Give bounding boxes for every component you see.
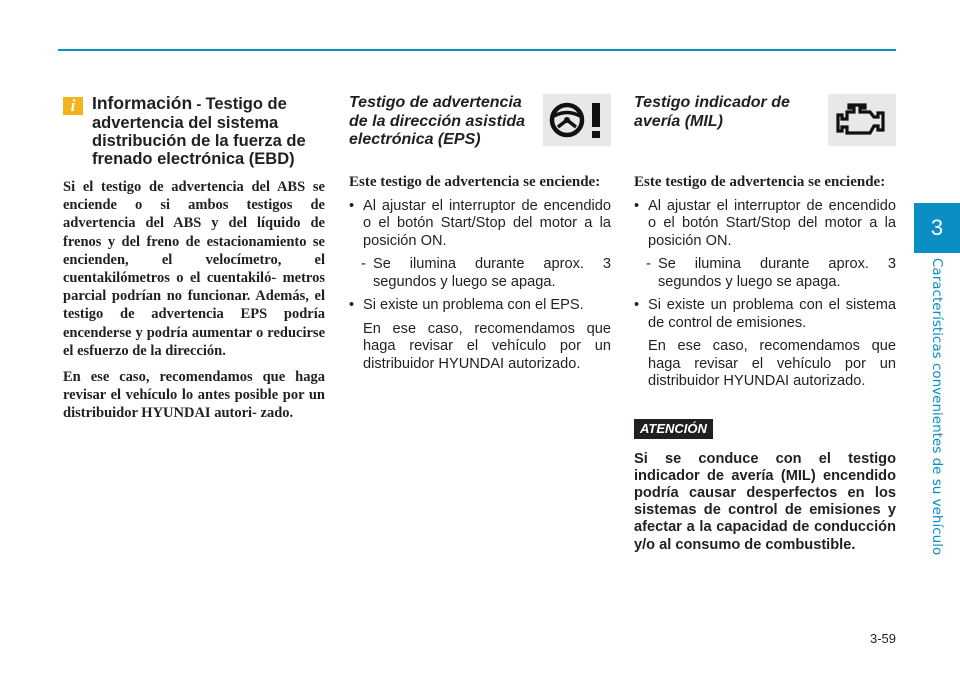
chapter-tab: 3 xyxy=(914,203,960,253)
steering-wheel-warning-icon xyxy=(543,94,611,146)
mil-column xyxy=(634,94,896,554)
bullet-mark: • xyxy=(349,297,355,313)
eps-sub xyxy=(349,256,611,291)
mil-bullet xyxy=(634,297,896,332)
eps-header xyxy=(349,94,611,162)
mil-bullet-text: Si existe un problema con el sistema de control de emisiones. xyxy=(648,297,896,331)
info-column xyxy=(63,94,325,423)
info-paragraph: Si el testigo de advertencia del ABS se enciende o si ambos testigos de advertencia del ABS y del líquido de frenos y del freno de estacionamiento se encienden, el velocímetro, el cuentakilómetros o el cuentakiló- metros parcial podrían no funcionar. Además, el testigo de advertencia EPS podría encenderse y podría aumentar o reducirse el esfuerzo de la dirección. xyxy=(63,179,325,359)
mil-bullet xyxy=(634,198,896,251)
dash-mark: - xyxy=(646,256,651,272)
chapter-title: Características convenientes de su vehículo xyxy=(929,258,945,556)
eps-lead: Este testigo de advertencia se enciende: xyxy=(349,174,601,190)
info-title-dash: - xyxy=(192,96,206,113)
info-icon: i xyxy=(63,97,83,115)
dash-mark: - xyxy=(361,256,366,272)
eps-bullet-text: Al ajustar el interruptor de encendido o el botón Start/Stop del motor a la posición ON. xyxy=(363,197,611,249)
bullet-mark: • xyxy=(634,197,640,214)
page-number: 3-59 xyxy=(869,631,896,646)
info-title-main: Información xyxy=(92,93,193,113)
eps-bullet xyxy=(349,198,611,251)
eps-bullet-text: Si existe un problema con el EPS. xyxy=(363,297,584,313)
engine-check-icon xyxy=(828,94,896,146)
mil-title: Testigo indicador de avería (MIL) xyxy=(634,94,790,130)
mil-bullet-text: Al ajustar el interruptor de encendido o el botón Start/Stop del motor a la posición ON. xyxy=(648,197,896,249)
eps-bullet xyxy=(349,297,611,315)
attention-text: Si se conduce con el testigo indicador de avería (MIL) encendido podría causar desperfectos en los sistemas de control de emisiones y afectar a la capacidad de conducción y/o al consumo de combustible. xyxy=(634,450,896,553)
mil-sub xyxy=(634,256,896,291)
eps-column xyxy=(349,94,611,379)
eps-note: En ese caso, recomendamos que haga revisar el vehículo por un distribuidor HYUNDAI autorizado. xyxy=(363,320,611,372)
attention-label: ATENCIÓN xyxy=(634,419,713,439)
info-paragraph: En ese caso, recomendamos que haga revisar el vehículo lo antes posible por un distribuidor HYUNDAI autori- zado. xyxy=(63,369,325,422)
mil-header xyxy=(634,94,896,162)
bullet-mark: • xyxy=(349,197,355,214)
info-title-sub: Testigo de advertencia del sistema distribución de la fuerza de frenado electrónica (EBD) xyxy=(92,95,306,168)
eps-sub-text: Se ilumina durante aprox. 3 segundos y luego se apaga. xyxy=(373,256,611,290)
info-header xyxy=(63,94,325,168)
mil-sub-text: Se ilumina durante aprox. 3 segundos y luego se apaga. xyxy=(658,256,896,290)
eps-title: Testigo de advertencia de la dirección asistida electrónica (EPS) xyxy=(349,94,526,148)
mil-note: En ese caso, recomendamos que haga revisar el vehículo por un distribuidor HYUNDAI autorizado. xyxy=(648,338,896,389)
header-rule xyxy=(58,49,896,51)
bullet-mark: • xyxy=(634,297,640,313)
info-title xyxy=(92,94,325,168)
mil-lead: Este testigo de advertencia se enciende: xyxy=(634,174,886,190)
